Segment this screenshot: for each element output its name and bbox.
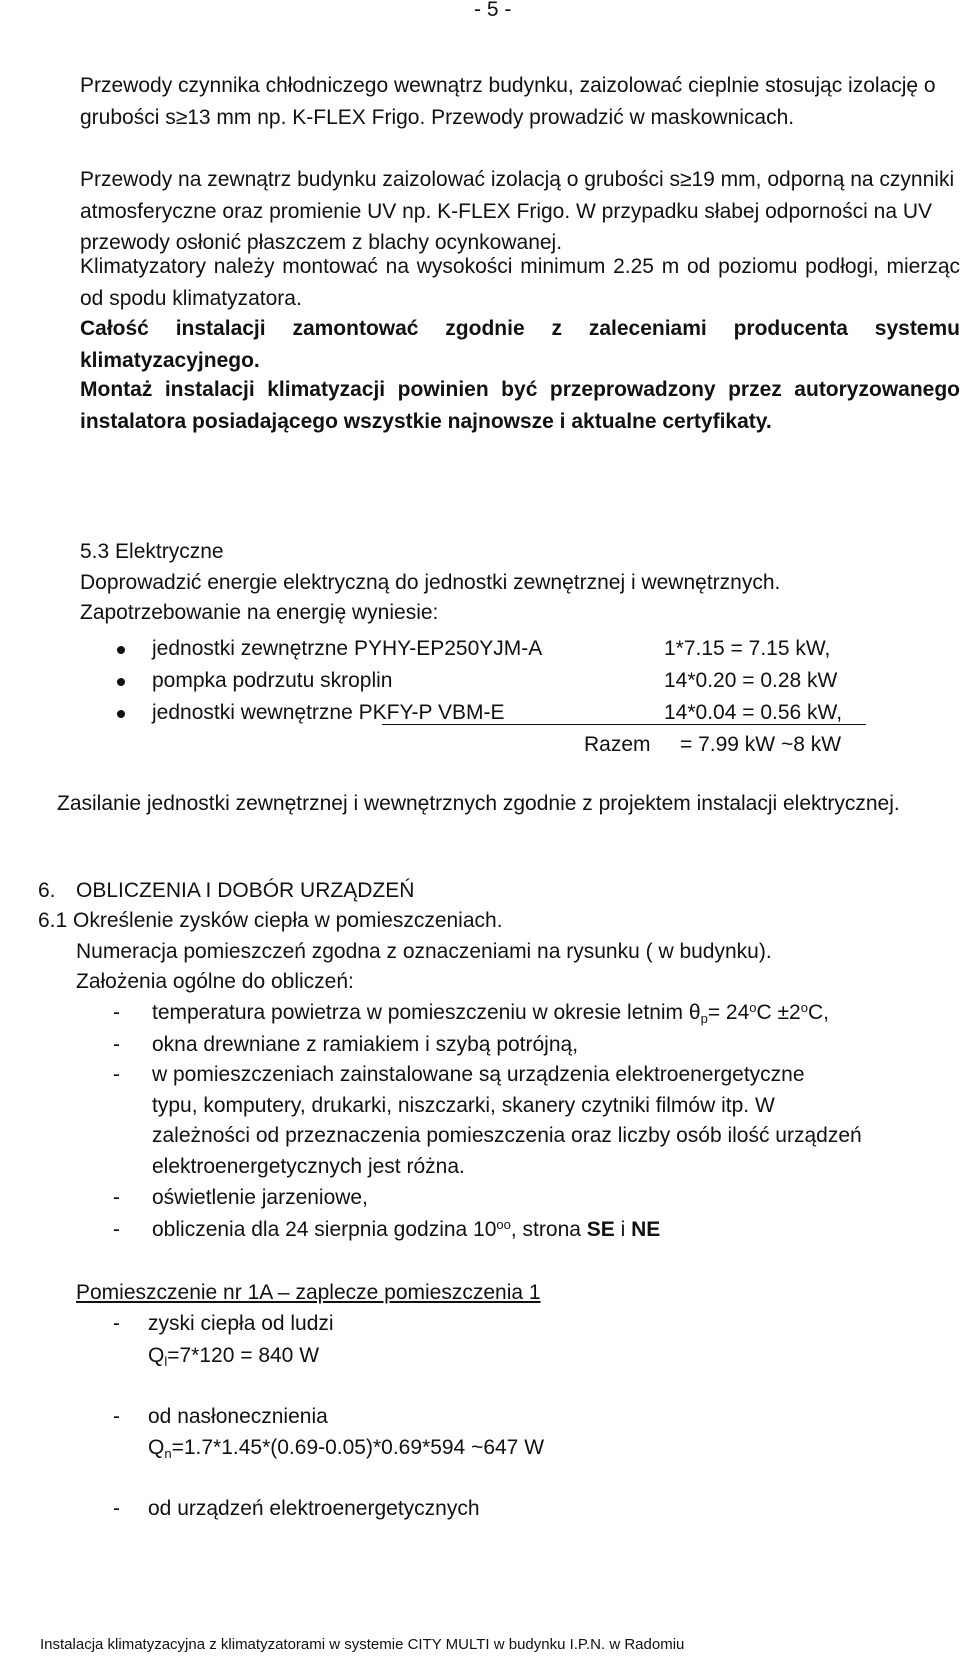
assumption-devices-4: elektroenergetycznych jest różna. [152,1155,465,1178]
dash-marker: - [113,1001,120,1024]
zalozenia-line: Założenia ogólne do obliczeń: [76,970,354,993]
numeracja-line: Numeracja pomieszczeń zgodna z oznaczeniami na rysunku ( w budynku). [76,940,772,963]
power-item-value: 14*0.20 = 0.28 kW [664,669,838,692]
assumption-devices-1: w pomieszczeniach zainstalowane są urządzenia elektroenergetyczne [152,1063,805,1086]
zasilanie-paragraph: Zasilanie jednostki zewnętrznej i wewnętrznych zgodnie z projektem instalacji elektrycznej. [57,792,900,815]
assumption-calc-date: obliczenia dla 24 sierpnia godzina $10^{oo}$, strona SE i NE [152,1217,661,1241]
page-footer: Instalacja klimatyzacyjna z klimatyzatorami w systemie CITY MULTI w budynku I.P.N. w Radomiu [40,1636,685,1653]
intro-paragraph-5: Montaż instalacji klimatyzacji powinien być przeprowadzony przez autoryzowanego instalatora posiadającego wszystkie najnowsze i aktualne certyfikaty. [80,378,960,433]
power-item-value: 14*0.04 = 0.56 kW, [664,701,843,724]
dash-marker: - [113,1218,120,1241]
assumption-temperature: temperatura powietrza w pomieszczeniu w okresie letnim $\theta_p= 24^oC \pm 2^oC$, [152,1000,829,1026]
assumption-devices-3: zależności od przeznaczenia pomieszczenia oraz liczby osób ilość urządzeń [152,1124,862,1147]
gain-people-formula: $Q_l=7*120 = 840$ W [148,1344,320,1369]
dash-marker: - [113,1312,120,1335]
gain-sun-label: od nasłonecznienia [148,1405,328,1428]
bullet-icon [117,710,125,718]
dash-marker: - [113,1063,120,1086]
bullet-icon [117,678,125,686]
elektryczne-line-2: Zapotrzebowanie na energię wyniesie: [80,601,439,624]
assumption-devices-2: typu, komputery, drukarki, niszczarki, skanery czytniki filmów itp. W [152,1094,775,1117]
sum-underline [382,724,866,725]
dash-marker: - [113,1405,120,1428]
total-value: = 7.99 kW ~8 kW [680,733,842,756]
room-title: Pomieszczenie nr 1A – zaplecze pomieszczenia 1 [76,1281,541,1304]
dash-marker: - [113,1497,120,1520]
gain-devices-label: od urządzeń elektroenergetycznych [148,1497,480,1520]
total-label: Razem [584,733,651,756]
intro-paragraph-3: Klimatyzatory należy montować na wysokości minimum 2.25 m od poziomu podłogi, mierząc od spodu klimatyzatora. [80,255,960,310]
section-6-heading: OBLICZENIA I DOBÓR URZĄDZEŃ [76,879,415,902]
assumption-windows: okna drewniane z ramiakiem i szybą potrójną, [152,1033,579,1056]
section-6-number: 6. [38,879,56,902]
dash-marker: - [113,1033,120,1056]
page-number: - 5 - [474,0,512,21]
elektryczne-line-1: Doprowadzić energie elektryczną do jednostki zewnętrznej i wewnętrznych. [80,571,781,594]
power-item-label: jednostki zewnętrzne PYHY-EP250YJM-A [152,637,543,660]
gain-sun-formula: $Q_n=1.7*1.45*(0.69-0.05)*0.69*594$ ~647 W [148,1436,545,1461]
bullet-icon [117,646,125,654]
section-heading-5-3: 5.3 Elektryczne [80,540,224,563]
intro-paragraph-1: Przewody czynnika chłodniczego wewnątrz budynku, zaizolować cieplnie stosując izolację o grubości s≥13 mm np. K-FLEX Frigo. Przewody prowadzić w maskownicach. [80,74,936,129]
gain-people-label: zyski ciepła od ludzi [148,1312,334,1335]
intro-paragraph-2: Przewody na zewnątrz budynku zaizolować izolacją o grubości s≥19 mm, odporną na czynniki atmosferyczne oraz promienie UV np. K-FLEX Frigo. W przypadku słabej odporności na UV przewody osłonić płaszczem z blachy ocynkowanej. [80,168,955,254]
power-item-label: jednostki wewnętrzne PKFY-P VBM-E [152,701,505,724]
power-item-value: 1*7.15 = 7.15 kW, [664,637,831,660]
intro-paragraph-4: Całość instalacji zamontować zgodnie z zaleceniami producenta systemu klimatyzacyjnego. [80,317,960,372]
assumption-lighting: oświetlenie jarzeniowe, [152,1186,368,1209]
dash-marker: - [113,1186,120,1209]
section-6-1-heading: 6.1 Określenie zysków ciepła w pomieszczeniach. [38,909,503,932]
power-item-label: pompka podrzutu skroplin [152,669,393,692]
